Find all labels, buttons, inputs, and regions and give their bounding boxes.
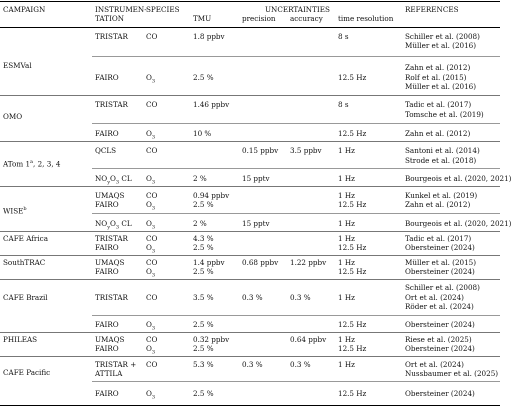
time-resolution-cell: 12.5 Hz: [338, 320, 367, 329]
group-separator: [0, 255, 500, 256]
tmu-cell: 10 %: [193, 129, 212, 138]
instrument-cell: FAIRO: [95, 344, 119, 353]
reference-line: Müller et al. (2016): [405, 41, 477, 50]
reference-line: Schiller et al. (2008): [405, 283, 480, 292]
precision-cell: 0.3 %: [242, 293, 263, 302]
time-resolution-cell: 8 s: [338, 100, 349, 109]
time-resolution-cell: 12.5 Hz: [338, 344, 367, 353]
reference-line: Röder et al. (2024): [405, 302, 474, 311]
reference-line: Obersteiner (2024): [405, 344, 475, 353]
header-instrumentation: INSTRUMEN-: [95, 5, 147, 14]
row-separator: [92, 381, 500, 382]
instrument-cell: FAIRO: [95, 389, 119, 398]
instrument-cell: TRISTAR: [95, 234, 128, 243]
row-separator: [92, 213, 500, 214]
tmu-cell: 2.5 %: [193, 344, 214, 353]
time-resolution-cell: 1 Hz: [338, 293, 355, 302]
species-cell: CO: [146, 293, 158, 302]
tmu-cell: 2.5 %: [193, 200, 214, 209]
species-cell: $O_3$: [146, 73, 156, 85]
species-cell: $O_3$: [146, 267, 156, 279]
time-resolution-cell: 1 Hz: [338, 219, 355, 228]
instrument-cell: TRISTAR: [95, 100, 128, 109]
header-bottom-rule: [0, 27, 500, 28]
group-separator: [0, 141, 500, 142]
reference-line: Tadic et al. (2017): [405, 234, 472, 243]
reference-line: Obersteiner (2024): [405, 243, 475, 252]
instrument-cell: FAIRO: [95, 243, 119, 252]
reference-line: Tadic et al. (2017): [405, 100, 472, 109]
reference-line: Obersteiner (2024): [405, 267, 475, 276]
time-resolution-cell: 12.5 Hz: [338, 389, 367, 398]
instrument-cell: TRISTAR: [95, 32, 128, 41]
species-cell: CO: [146, 32, 158, 41]
header-campaign: CAMPAIGN: [3, 5, 46, 14]
reference-line: Zahn et al. (2012): [405, 200, 471, 209]
header-species: SPECIES: [146, 5, 180, 14]
reference-line: Rolf et al. (2015): [405, 73, 467, 82]
row-separator: [92, 56, 500, 57]
precision-cell: 15 pptv: [242, 174, 270, 183]
species-cell: $O_3$: [146, 129, 156, 141]
campaign-cell: CAFE Brazil: [3, 293, 48, 302]
campaign-cell: ATom 1$^a$, 2, 3, 4: [3, 159, 61, 169]
instrument-cell: $NO_yO_3$ CL: [95, 174, 132, 186]
accuracy-cell: 1.22 ppbv: [290, 258, 327, 267]
instrument-cell: UMAQS: [95, 335, 125, 344]
campaign-cell: CAFE Pacific: [3, 368, 51, 377]
tmu-cell: 1.8 ppbv: [193, 32, 225, 41]
header-tmu: TMU: [193, 14, 212, 23]
tmu-cell: 1.46 ppbv: [193, 100, 230, 109]
tmu-cell: 2.5 %: [193, 267, 214, 276]
accuracy-cell: 0.3 %: [290, 293, 311, 302]
accuracy-cell: 0.64 ppbv: [290, 335, 327, 344]
tmu-cell: 2 %: [193, 174, 207, 183]
tmu-cell: 2.5 %: [193, 320, 214, 329]
row-separator: [92, 315, 500, 316]
species-cell: CO: [146, 191, 158, 200]
group-separator: [0, 186, 500, 187]
tmu-cell: 0.32 ppbv: [193, 335, 230, 344]
reference-line: Obersteiner (2024): [405, 389, 475, 398]
instrument-cell: UMAQS: [95, 258, 125, 267]
accuracy-cell: 0.3 %: [290, 360, 311, 369]
reference-line: Müller et al. (2016): [405, 82, 477, 91]
campaign-cell: OMO: [3, 112, 23, 121]
instrument-cell: FAIRO: [95, 267, 119, 276]
campaign-cell: PHILEAS: [3, 335, 38, 344]
reference-line: Schiller et al. (2008): [405, 32, 480, 41]
time-resolution-cell: 8 s: [338, 32, 349, 41]
tmu-cell: 3.5 %: [193, 293, 214, 302]
header-precision: precision: [242, 14, 276, 23]
instrument-cell: FAIRO: [95, 320, 119, 329]
reference-line: Tomsche et al. (2019): [405, 110, 484, 119]
time-resolution-cell: 1 Hz: [338, 258, 355, 267]
instrument-cell: UMAQS: [95, 191, 125, 200]
header-accuracy: accuracy: [290, 14, 323, 23]
row-separator: [92, 168, 500, 169]
time-resolution-cell: 12.5 Hz: [338, 243, 367, 252]
species-cell: CO: [146, 360, 158, 369]
reference-line: Zahn et al. (2012): [405, 129, 471, 138]
reference-line: Zahn et al. (2012): [405, 63, 471, 72]
group-separator: [0, 332, 500, 333]
group-separator: [0, 95, 500, 96]
header-time-resolution: time resolution: [338, 14, 394, 23]
row-separator: [92, 123, 500, 124]
campaign-cell: SouthTRAC: [3, 258, 46, 267]
time-resolution-cell: 12.5 Hz: [338, 267, 367, 276]
species-cell: $O_3$: [146, 174, 156, 186]
tmu-cell: 2.5 %: [193, 73, 214, 82]
reference-line: Müller et al. (2015): [405, 258, 477, 267]
group-separator: [0, 231, 500, 232]
tmu-cell: 2.5 %: [193, 389, 214, 398]
species-cell: $O_3$: [146, 200, 156, 212]
instrument-cell: FAIRO: [95, 200, 119, 209]
tmu-cell: 2 %: [193, 219, 207, 228]
group-separator: [0, 279, 500, 280]
instrument-cell: FAIRO: [95, 73, 119, 82]
species-cell: $O_3$: [146, 320, 156, 332]
species-cell: $O_3$: [146, 243, 156, 255]
reference-line: Strode et al. (2018): [405, 156, 477, 165]
reference-line: Riese et al. (2025): [405, 335, 472, 344]
reference-line: Kunkel et al. (2019): [405, 191, 478, 200]
campaign-cell: WISE$^b$: [3, 206, 27, 216]
precision-cell: 0.68 ppbv: [242, 258, 279, 267]
header-instrumentation-cont: TATION: [95, 14, 125, 23]
time-resolution-cell: 1 Hz: [338, 174, 355, 183]
time-resolution-cell: 12.5 Hz: [338, 129, 367, 138]
species-cell: CO: [146, 146, 158, 155]
reference-line: Bourgeois et al. (2020, 2021): [405, 219, 511, 228]
reference-line: Ort et al. (2024): [405, 360, 464, 369]
species-cell: CO: [146, 335, 158, 344]
species-cell: $O_3$: [146, 389, 156, 401]
time-resolution-cell: 12.5 Hz: [338, 200, 367, 209]
table-top-rule: [0, 1, 500, 2]
reference-line: Ort et al. (2024): [405, 293, 464, 302]
accuracy-cell: 3.5 ppbv: [290, 146, 322, 155]
time-resolution-cell: 1 Hz: [338, 234, 355, 243]
time-resolution-cell: 1 Hz: [338, 335, 355, 344]
tmu-cell: 0.94 ppbv: [193, 191, 230, 200]
species-cell: CO: [146, 258, 158, 267]
reference-line: Bourgeois et al. (2020, 2021): [405, 174, 511, 183]
instrument-cell: $NO_yO_3$ CL: [95, 219, 132, 231]
precision-cell: 15 pptv: [242, 219, 270, 228]
species-cell: CO: [146, 234, 158, 243]
species-cell: CO: [146, 100, 158, 109]
tmu-cell: 2.5 %: [193, 243, 214, 252]
instrument-cell: FAIRO: [95, 129, 119, 138]
table-bottom-rule: [0, 405, 500, 406]
precision-cell: 0.15 ppbv: [242, 146, 279, 155]
reference-line: Santoni et al. (2014): [405, 146, 480, 155]
group-separator: [0, 356, 500, 357]
header-uncertainties: UNCERTAINTIES: [265, 5, 330, 14]
instrument-cell-cont: ATTILA: [95, 369, 123, 378]
instrument-cell: TRISTAR +: [95, 360, 137, 369]
instrument-cell: TRISTAR: [95, 293, 128, 302]
campaign-cell: CAFE Africa: [3, 234, 48, 243]
time-resolution-cell: 1 Hz: [338, 191, 355, 200]
instrument-cell: QCLS: [95, 146, 117, 155]
tmu-cell: 4.3 %: [193, 234, 214, 243]
header-references: REFERENCES: [405, 5, 459, 14]
time-resolution-cell: 1 Hz: [338, 360, 355, 369]
tmu-cell: 1.4 ppbv: [193, 258, 225, 267]
time-resolution-cell: 1 Hz: [338, 146, 355, 155]
tmu-cell: 5.3 %: [193, 360, 214, 369]
precision-cell: 0.3 %: [242, 360, 263, 369]
campaign-cell: ESMVal: [3, 61, 32, 70]
time-resolution-cell: 12.5 Hz: [338, 73, 367, 82]
reference-line: Obersteiner (2024): [405, 320, 475, 329]
reference-line: Nussbaumer et al. (2025): [405, 369, 499, 378]
species-cell: $O_3$: [146, 219, 156, 231]
species-cell: $O_3$: [146, 344, 156, 356]
